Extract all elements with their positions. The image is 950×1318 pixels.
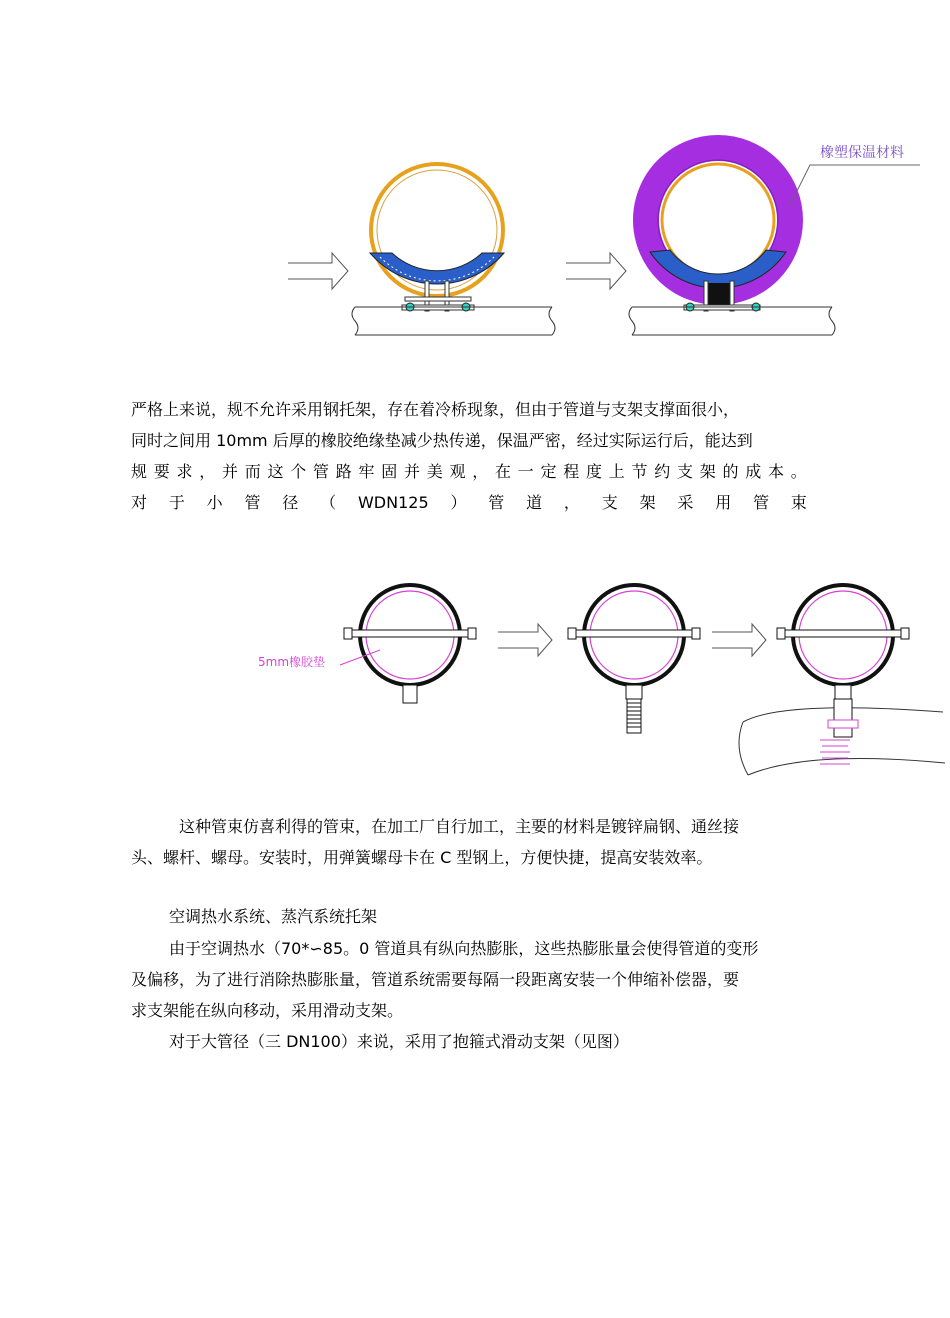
paragraph-line: 严格上来说，规不允许采用钢托架，存在着冷桥现象，但由于管道与支架支撑面很小， [131, 400, 740, 419]
pipe-clamp-with-rod-drawing [568, 585, 700, 733]
token: 而 [244, 462, 261, 481]
pipe-clamp-diagram [240, 570, 945, 790]
token: 度 [586, 462, 603, 481]
token: 束 [790, 493, 807, 512]
paragraph-line: 对于大管径（三 DN100）来说，采用了抱箍式滑动支架（见图） [169, 1032, 629, 1051]
token: 美 [426, 462, 443, 481]
token: ， [563, 493, 580, 512]
token: WDN125 [357, 493, 429, 512]
token: （ [320, 493, 337, 512]
token: 一 [517, 462, 534, 481]
token: 路 [335, 462, 352, 481]
insulated-pipe-drawing [629, 148, 920, 335]
token: 。 [790, 462, 807, 481]
token: 于 [168, 493, 185, 512]
token: ， [472, 462, 489, 481]
insulation-label: 橡塑保温材料 [820, 145, 904, 161]
pipe-support-diagram [280, 135, 940, 350]
paragraph-line: 头、螺杆、螺母。安装时，用弹簧螺母卡在 C 型钢上，方便快捷，提高安装效率。 [131, 848, 713, 867]
token: 牢 [358, 462, 375, 481]
rubber-pad-label: 5mm橡胶垫 [258, 655, 326, 669]
token: 管 [753, 493, 770, 512]
paragraph-line: 同时之间用 10mm 后厚的橡胶绝缘垫减少热传递，保温严密，经过实际运行后，能达到 [131, 431, 753, 450]
token: 本 [768, 462, 785, 481]
token: 上 [608, 462, 625, 481]
token: 要 [153, 462, 170, 481]
token: 固 [381, 462, 398, 481]
token: 小 [206, 493, 223, 512]
paragraph-line: 由于空调热水（70*∽85。0 管道具有纵向热膨胀，这些热膨胀量会使得管道的变形 [169, 939, 759, 958]
token: 对 [131, 493, 148, 512]
token: 用 [715, 493, 732, 512]
justified-line-4 [131, 489, 807, 517]
token: 节 [631, 462, 648, 481]
token: 观 [449, 462, 466, 481]
token: 的 [722, 462, 739, 481]
arrow-right-icon [712, 624, 766, 656]
token: 管 [313, 462, 330, 481]
token: 成 [745, 462, 762, 481]
token: 架 [699, 462, 716, 481]
pipe-clamp-drawing [340, 585, 476, 703]
token: ， [199, 462, 216, 481]
token: 这 [267, 462, 284, 481]
token: 支 [677, 462, 694, 481]
token: 道 [526, 493, 543, 512]
token: ） [450, 493, 467, 512]
arrow-right-icon [566, 253, 626, 289]
paragraph-line: 这种管束仿喜利得的管束，在加工厂自行加工，主要的材料是镀锌扁钢、通丝接 [179, 817, 740, 836]
token: 个 [290, 462, 307, 481]
token: 并 [404, 462, 421, 481]
token: 程 [563, 462, 580, 481]
token: 在 [495, 462, 512, 481]
token: 规 [131, 462, 148, 481]
paragraph-line: 求支架能在纵向移动，采用滑动支架。 [131, 1001, 404, 1020]
paragraph-line: 及偏移，为了进行消除热膨胀量，管道系统需要每隔一段距离安装一个伸缩补偿器，要 [131, 970, 740, 989]
token: 径 [282, 493, 299, 512]
bare-pipe-drawing [352, 164, 555, 335]
token: 架 [639, 493, 656, 512]
token: 求 [176, 462, 193, 481]
section-heading: 空调热水系统、蒸汽系统托架 [169, 907, 378, 926]
token: 并 [222, 462, 239, 481]
token: 管 [244, 493, 261, 512]
justified-line-3 [131, 458, 807, 486]
arrow-right-icon [288, 253, 348, 289]
token: 约 [654, 462, 671, 481]
pipe-clamp-on-channel-drawing [739, 585, 945, 775]
arrow-right-icon [498, 624, 552, 656]
token: 采 [677, 493, 694, 512]
token: 定 [540, 462, 557, 481]
token: 管 [488, 493, 505, 512]
token: 支 [601, 493, 618, 512]
